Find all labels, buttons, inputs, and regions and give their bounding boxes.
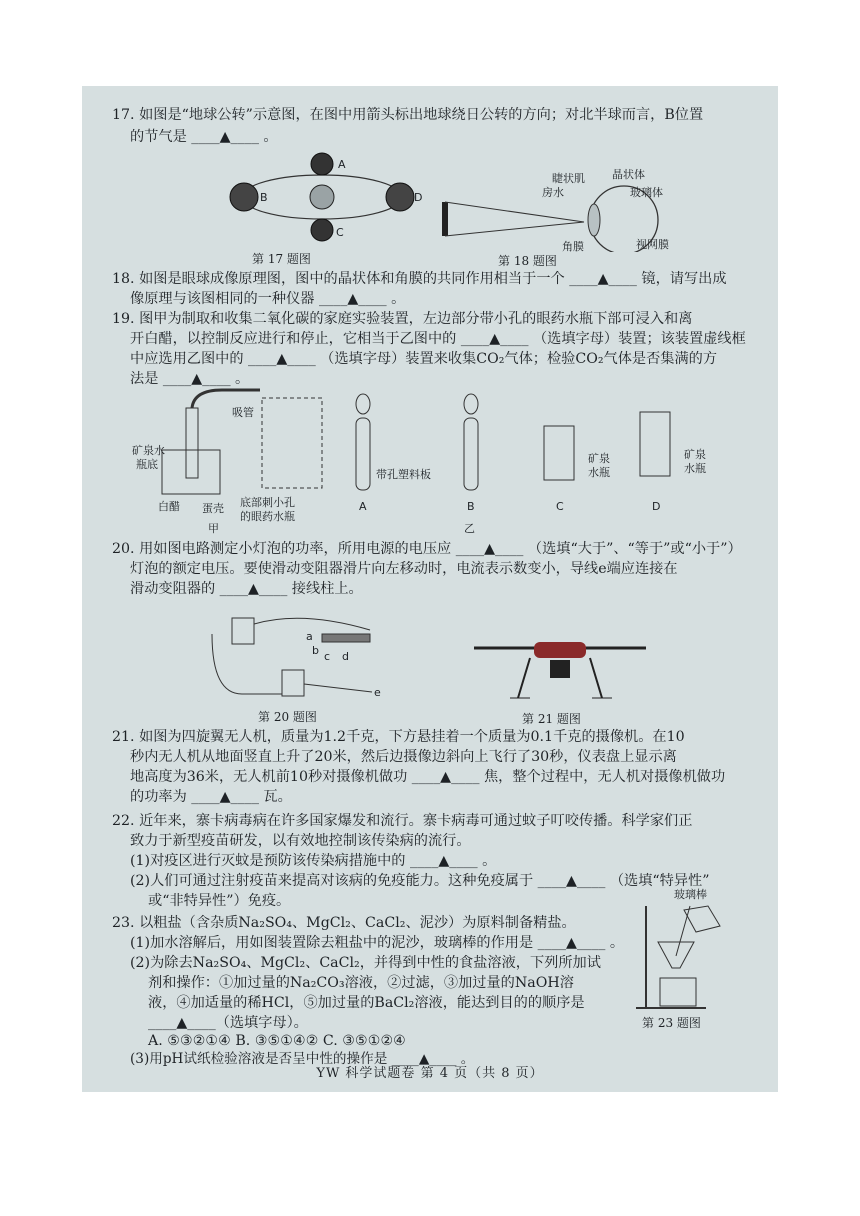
q23-sub-2b: 剂和操作：①加过量的Na₂CO₃溶液，②过滤，③加过量的NaOH溶 [148, 975, 574, 991]
label-vinegar: 白醋 [158, 500, 180, 513]
q23-sub-2d: ____▲____（选填字母）。 [148, 1015, 308, 1031]
label-yi: 乙 [464, 522, 475, 535]
q22-line-2: 致力于新型疫苗研发，以有效地控制该传染病的流行。 [130, 833, 471, 849]
q21-line-1: 21. 如图为四旋翼无人机，质量为1.2千克，下方悬挂着一个质量为0.1千克的摄像机。在10 [112, 729, 685, 745]
label-eyedrop-2: 的眼药水瓶 [240, 510, 295, 523]
terminal-a: a [306, 630, 313, 643]
terminal-e: e [374, 686, 381, 699]
q21-line-4: 的功率为 ____▲____ 瓦。 [130, 789, 292, 805]
terminal-b: b [312, 644, 319, 657]
q23-sub-2c: 液，④加适量的稀HCl，⑤加过量的BaCl₂溶液，能达到目的的顺序是 [148, 995, 585, 1011]
q20-line-1: 20. 用如图电路测定小灯泡的功率，所用电源的电压应 ____▲____ （选填“大于”、“等于”或“小于”） [112, 541, 742, 557]
q23-choices: A. ⑤③②①④ B. ③⑤①④② C. ③⑤①②④ [148, 1033, 406, 1049]
q23-sub-3: (3)用pH试纸检验溶液是否呈中性的操作是 ____▲____ 。 [130, 1051, 475, 1067]
filtration-figure [634, 886, 734, 1010]
label-plastic-plate: 带孔塑料板 [376, 468, 431, 481]
drone-figure [470, 634, 650, 704]
orbit-label-b: B [260, 191, 268, 204]
q19-line-2: 开白醋，以控制反应进行和停止，它相当于乙图中的 ____▲____ （选填字母）装置；该装置虚线框 [130, 331, 746, 347]
q18-line-1: 18. 如图是眼球成像原理图，图中的晶状体和角膜的共同作用相当于一个 ____▲____ 镜，请写出成 [112, 271, 727, 287]
q18-line-2: 像原理与该图相同的一种仪器 ____▲____ 。 [130, 291, 406, 307]
terminal-c: c [324, 650, 331, 663]
circuit-figure [202, 604, 392, 704]
option-c: C [556, 500, 564, 513]
label-jia: 甲 [208, 522, 219, 535]
exam-page [82, 86, 778, 1092]
orbit-label-d: D [414, 191, 422, 204]
q22-sub-2: (2)人们可通过注射疫苗来提高对该病的免疫能力。这种免疫属于 ____▲____ （选填“特异性” [130, 873, 710, 889]
fig18-caption: 第 18 题图 [498, 254, 557, 268]
q20-line-3: 滑动变阻器的 ____▲____ 接线柱上。 [130, 581, 363, 597]
glass-rod-label: 玻璃棒 [674, 888, 707, 901]
q21-line-3: 地高度为36米，无人机前10秒对摄像机做功 ____▲____ 焦，整个过程中，无人机对摄像机做功 [130, 769, 726, 785]
eye-label-aqueous: 房水 [542, 186, 564, 199]
page-footer: YW 科学试题卷 第 4 页（共 8 页） [316, 1066, 544, 1081]
eye-label-vitreous: 玻璃体 [630, 186, 663, 199]
fig20-caption: 第 20 题图 [258, 710, 317, 724]
eye-label-ciliary: 睫状肌 [552, 172, 585, 185]
label-d-bottle-1: 矿泉 [684, 448, 706, 461]
q23-sub-1: (1)加水溶解后，用如图装置除去粗盐中的泥沙，玻璃棒的作用是 ____▲____ 。 [130, 935, 625, 951]
earth-orbit-figure [222, 152, 422, 252]
orbit-label-c: C [336, 226, 344, 239]
q19-line-1: 19. 图甲为制取和收集二氧化碳的家庭实验装置，左边部分带小孔的眼药水瓶下部可浸入和离 [112, 311, 693, 327]
label-straw: 吸管 [232, 406, 254, 419]
q19-line-4: 法是 ____▲____ 。 [130, 371, 250, 387]
co2-apparatus-figure [132, 386, 742, 536]
q22-line-1: 22. 近年来，寨卡病毒病在许多国家爆发和流行。寨卡病毒可通过蚊子叮咬传播。科学家们正 [112, 813, 693, 829]
q22-sub-1: (1)对疫区进行灭蚊是预防该传染病措施中的 ____▲____ 。 [130, 853, 497, 869]
fig17-caption: 第 17 题图 [252, 252, 311, 266]
label-bottle-bottom: 瓶底 [136, 458, 158, 471]
fig23-caption: 第 23 题图 [642, 1016, 701, 1030]
q21-line-2: 秒内无人机从地面竖直上升了20米，然后边摄像边斜向上飞行了30秒，仪表盘上显示离 [130, 749, 677, 765]
label-c-bottle-1: 矿泉 [588, 452, 610, 465]
fig21-caption: 第 21 题图 [522, 712, 581, 726]
eye-figure [434, 162, 684, 252]
q23-line-1: 23. 以粗盐（含杂质Na₂SO₄、MgCl₂、CaCl₂、泥沙）为原料制备精盐。 [112, 915, 576, 931]
label-bottle: 矿泉水 [132, 444, 165, 457]
option-a: A [359, 500, 367, 513]
q23-sub-2a: (2)为除去Na₂SO₄、MgCl₂、CaCl₂，并得到中性的食盐溶液，下列所加试 [130, 955, 601, 971]
eye-label-cornea: 角膜 [562, 240, 584, 252]
label-eggshell: 蛋壳 [202, 502, 224, 515]
eye-label-retina: 视网膜 [636, 238, 669, 251]
label-d-bottle-2: 水瓶 [684, 462, 706, 475]
label-eyedrop-1: 底部刺小孔 [240, 496, 295, 509]
q17-line-2: 的节气是 ____▲____ 。 [130, 129, 278, 145]
q17-line-1: 17. 如图是“地球公转”示意图，在图中用箭头标出地球绕日公转的方向；对北半球而言，B位置 [112, 107, 704, 123]
orbit-label-a: A [338, 158, 346, 171]
label-c-bottle-2: 水瓶 [588, 466, 610, 479]
q20-line-2: 灯泡的额定电压。要使滑动变阻器滑片向左移动时，电流表示数变小，导线e端应连接在 [130, 561, 678, 577]
terminal-d: d [342, 650, 349, 663]
q19-line-3: 中应选用乙图中的 ____▲____ （选填字母）装置来收集CO₂气体；检验CO₂气体是否集满的方 [130, 351, 718, 367]
option-b: B [467, 500, 475, 513]
eye-label-lens: 晶状体 [612, 168, 645, 181]
q22-sub-2b: 或“非特异性”）免疫。 [148, 893, 291, 909]
option-d: D [652, 500, 661, 513]
